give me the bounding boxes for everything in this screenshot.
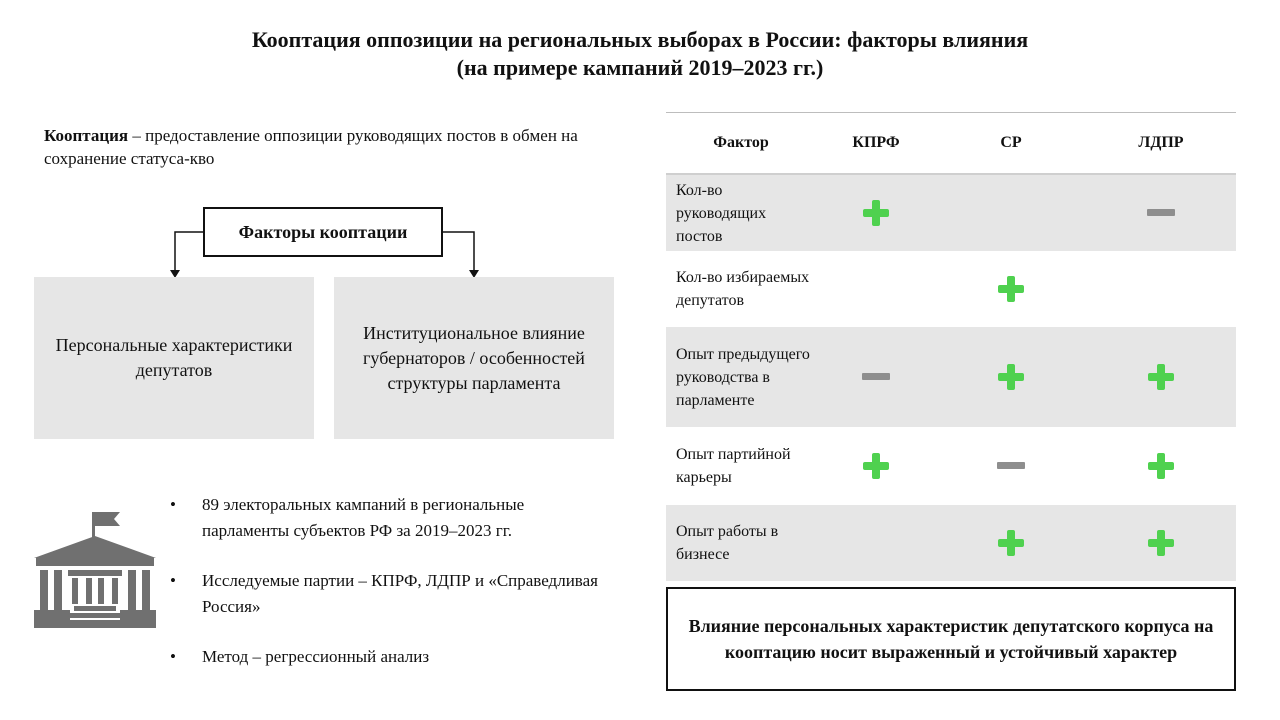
row-factor-label: Опыт партийной карьеры: [676, 446, 791, 486]
table-row: [666, 251, 1236, 327]
plus-icon: [1146, 528, 1176, 558]
factor-card-institutional: Институциональное влияние губернаторов / особенностей структуры парламента: [334, 277, 614, 439]
plus-icon: [1146, 451, 1176, 481]
cell-ldpr: [1086, 451, 1236, 481]
header-sr: СР: [1000, 134, 1022, 151]
plus-icon: [861, 198, 891, 228]
plus-icon: [1146, 362, 1176, 392]
cell-ldpr: [1086, 528, 1236, 558]
header-factor: Фактор: [713, 134, 769, 151]
header-ldpr: ЛДПР: [1138, 134, 1184, 151]
row-factor-label: Опыт работы в бизнесе: [676, 523, 779, 563]
title-line-1: Кооптация оппозиции на региональных выборах в России: факторы влияния: [251, 27, 1029, 52]
plus-icon: [996, 528, 1026, 558]
cell-sr: [936, 362, 1086, 392]
minus-icon: [1146, 198, 1176, 228]
header-kprf: КПРФ: [852, 134, 900, 151]
table-row: [666, 505, 1236, 581]
list-item: • Исследуемые партии – КПРФ, ЛДПР и «Справедливая Россия»: [170, 568, 610, 620]
plus-icon: [996, 274, 1026, 304]
parliament-building-icon: [34, 512, 156, 628]
title-line-2: (на примере кампаний 2019–2023 гг.): [456, 55, 824, 80]
factors-table: [666, 112, 1236, 581]
list-item: • Метод – регрессионный анализ: [170, 644, 610, 670]
cell-sr: [936, 274, 1086, 304]
table-row: [666, 427, 1236, 505]
factor-card-personal: Персональные характеристики депутатов: [34, 277, 314, 439]
conclusion-box: Влияние персональных характеристик депутатского корпуса на кооптацию носит выраженный и устойчивый характер: [666, 587, 1236, 691]
definition-term: Кооптация: [44, 126, 129, 145]
list-item: • 89 электоральных кампаний в региональные парламенты субъектов РФ за 2019–2023 гг.: [170, 492, 610, 544]
cell-ldpr: [1086, 198, 1236, 228]
plus-icon: [996, 362, 1026, 392]
cell-kprf: [816, 198, 936, 228]
table-row: [666, 175, 1236, 251]
cell-kprf: [816, 451, 936, 481]
row-factor-label: Кол-во руководящих постов: [676, 181, 767, 245]
row-factor-label: Опыт предыдущего руководства в парламенте: [676, 345, 810, 409]
study-facts-list: [170, 492, 610, 694]
minus-icon: [996, 451, 1026, 481]
cell-sr: [936, 528, 1086, 558]
row-factor-label: Кол-во избираемых депутатов: [676, 269, 810, 309]
definition-text: – предоставление оппозиции руководящих постов в обмен на сохранение статуса-кво: [44, 126, 578, 168]
plus-icon: [861, 451, 891, 481]
table-row: [666, 327, 1236, 427]
cell-sr: [936, 451, 1086, 481]
table-header: [666, 113, 1236, 175]
minus-icon: [861, 362, 891, 392]
cell-kprf: [816, 362, 936, 392]
factors-heading-box: Факторы кооптации: [203, 207, 443, 257]
cell-ldpr: [1086, 362, 1236, 392]
